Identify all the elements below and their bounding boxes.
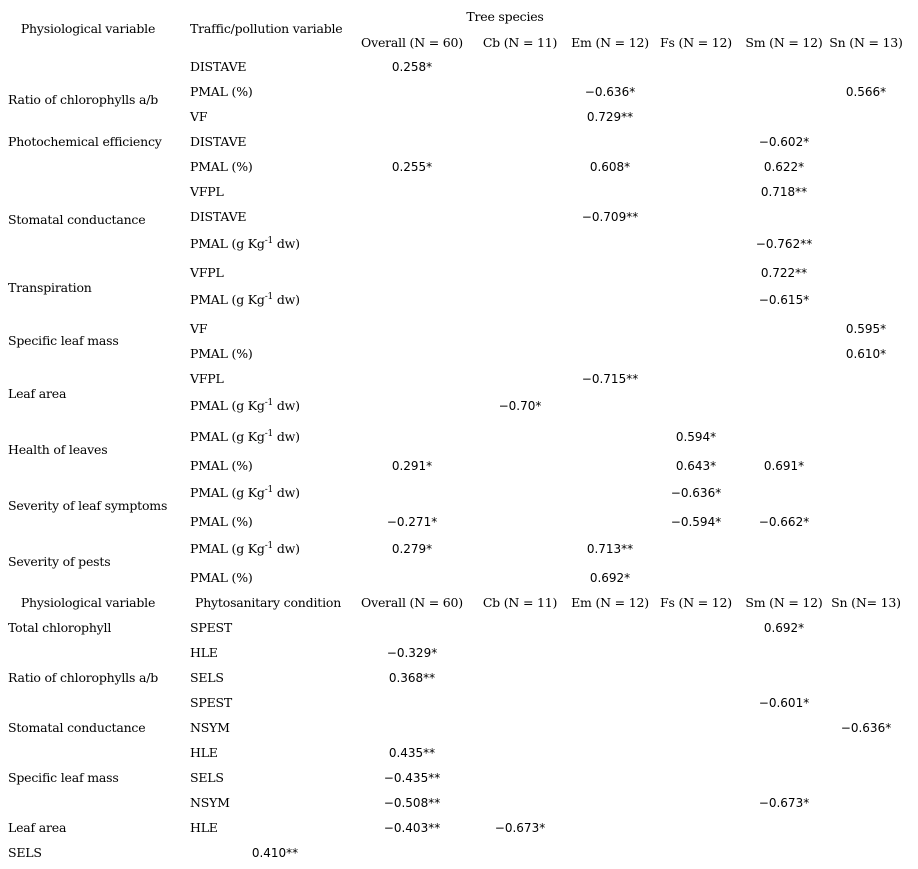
correlation-value: 0.435** <box>388 746 436 760</box>
correlation-value: 0.594* <box>675 430 717 444</box>
row-variable: SELS <box>190 670 224 685</box>
group-label: Severity of leaf symptoms <box>8 498 168 513</box>
correlation-value: 0.713** <box>586 542 634 556</box>
correlation-value: −0.70* <box>498 399 542 413</box>
col-header-sn: Sn (N = 13) <box>829 35 903 50</box>
correlation-value: 0.722** <box>760 266 808 280</box>
row-variable <box>190 184 224 200</box>
correlation-value: 0.368** <box>388 671 436 685</box>
variable-name: DISTAVE <box>190 209 247 224</box>
unit-tail: dw) <box>273 485 300 500</box>
col-header-sm-2: Sm (N = 12) <box>745 595 823 610</box>
variable-name: PMAL (%) <box>190 570 253 585</box>
unit-exponent: -1 <box>264 236 274 246</box>
correlation-value: −0.403** <box>383 821 441 835</box>
correlation-value: 0.291* <box>391 459 433 473</box>
correlation-value: −0.673* <box>758 796 810 810</box>
variable-name: VF <box>190 321 208 336</box>
correlation-value: −0.709** <box>581 210 639 224</box>
group-label: Specific leaf mass <box>8 333 119 348</box>
variable-name: PMAL (g Kg <box>190 485 265 500</box>
row-variable <box>190 134 246 150</box>
group-label: Ratio of chlorophylls a/b <box>8 92 159 107</box>
correlation-value: 0.622* <box>763 160 805 174</box>
col-header-fs: Fs (N = 12) <box>660 35 732 50</box>
row-variable: NSYM <box>190 795 230 810</box>
unit-tail: dw) <box>273 292 300 307</box>
row-variable <box>190 398 300 414</box>
group-label: Severity of pests <box>8 554 111 569</box>
row-variable <box>190 429 300 445</box>
group-label: Stomatal conductance <box>8 212 146 227</box>
col-header-physiological: Physiological variable <box>20 21 156 36</box>
row-variable: HLE <box>190 820 218 835</box>
row-variable <box>190 570 253 586</box>
row-variable: SPEST <box>190 695 232 710</box>
unit-exponent: -1 <box>264 485 274 495</box>
unit-tail: dw) <box>273 541 300 556</box>
row-variable: HLE <box>190 745 218 760</box>
col-header-fs-2: Fs (N = 12) <box>660 595 732 610</box>
correlation-value: 0.279* <box>391 542 433 556</box>
row-variable: NSYM <box>190 720 230 735</box>
col-header-overall-2: Overall (N = 60) <box>361 595 463 610</box>
unit-exponent: -1 <box>264 541 274 551</box>
variable-name: PMAL (%) <box>190 514 253 529</box>
correlation-value: −0.636* <box>840 721 892 735</box>
col-header-condition: Phytosanitary condition <box>195 595 342 610</box>
variable-name: PMAL (g Kg <box>190 541 265 556</box>
correlation-value: 0.608* <box>589 160 631 174</box>
group-label: Specific leaf mass <box>8 770 119 785</box>
variable-name: VFPL <box>190 265 224 280</box>
row-variable <box>190 485 300 501</box>
unit-tail: dw) <box>273 236 300 251</box>
correlation-value: 0.610* <box>845 347 887 361</box>
correlation-value: 0.643* <box>675 459 717 473</box>
variable-name: VFPL <box>190 184 224 199</box>
correlation-value: −0.615* <box>758 293 810 307</box>
row-variable <box>190 292 300 308</box>
correlation-value: 0.729** <box>586 110 634 124</box>
unit-tail: dw) <box>273 429 300 444</box>
row-variable <box>190 84 253 100</box>
group-label: Total chlorophyll <box>8 620 112 635</box>
row-variable <box>190 209 246 225</box>
row-variable <box>190 159 253 175</box>
group-label: Ratio of chlorophylls a/b <box>8 670 159 685</box>
col-header-em: Em (N = 12) <box>571 35 649 50</box>
correlation-value: 0.692* <box>763 621 805 635</box>
correlation-value: 0.595* <box>845 322 887 336</box>
row-variable <box>190 109 207 125</box>
variable-name: DISTAVE <box>190 59 247 74</box>
row-variable <box>190 514 253 530</box>
tree-species-header: Tree species <box>466 9 544 24</box>
col-header-cb-2: Cb (N = 11) <box>482 595 558 610</box>
correlation-value: 0.718** <box>760 185 808 199</box>
col-header-physiological-2: Physiological variable <box>20 595 156 610</box>
row-variable <box>190 236 300 252</box>
row-variable: SPEST <box>190 620 232 635</box>
variable-name: PMAL (%) <box>190 458 253 473</box>
correlation-value: −0.601* <box>758 696 810 710</box>
variable-name: PMAL (g Kg <box>190 429 265 444</box>
correlation-value: −0.508** <box>383 796 441 810</box>
row-variable <box>190 59 246 75</box>
variable-name: PMAL (g Kg <box>190 398 265 413</box>
row-variable <box>190 265 224 281</box>
col-header-overall: Overall (N = 60) <box>361 35 463 50</box>
unit-exponent: -1 <box>264 398 274 408</box>
row-variable <box>190 371 224 387</box>
col-header-sn-2: Sn (N= 13) <box>831 595 901 610</box>
correlation-value: −0.271* <box>386 515 438 529</box>
variable-name: PMAL (g Kg <box>190 292 265 307</box>
variable-name: PMAL (%) <box>190 84 253 99</box>
correlation-value: 0.255* <box>391 160 433 174</box>
variable-name: VF <box>190 109 208 124</box>
correlation-value: −0.636* <box>670 486 722 500</box>
group-label: Transpiration <box>8 280 92 295</box>
correlation-value: −0.329* <box>386 646 438 660</box>
variable-name: PMAL (g Kg <box>190 236 265 251</box>
correlation-value: 0.691* <box>763 459 805 473</box>
unit-exponent: -1 <box>264 429 274 439</box>
variable-name: DISTAVE <box>190 134 247 149</box>
correlation-value: −0.762** <box>755 237 813 251</box>
row-variable <box>190 321 207 337</box>
group-label: Leaf area <box>8 820 67 835</box>
correlation-value: −0.715** <box>581 372 639 386</box>
correlation-value: −0.636* <box>584 85 636 99</box>
correlation-value: 0.566* <box>845 85 887 99</box>
group-label: Stomatal conductance <box>8 720 146 735</box>
variable-name: PMAL (%) <box>190 159 253 174</box>
correlation-value: 0.258* <box>391 60 433 74</box>
row-variable: HLE <box>190 645 218 660</box>
correlation-value: −0.662* <box>758 515 810 529</box>
col-header-traffic: Traffic/pollution variable <box>190 21 343 36</box>
col-header-sm: Sm (N = 12) <box>745 35 823 50</box>
col-header-em-2: Em (N = 12) <box>571 595 649 610</box>
group-label: Leaf area <box>8 386 67 401</box>
correlation-value: −0.602* <box>758 135 810 149</box>
row-variable: SELS <box>190 770 224 785</box>
correlation-value: −0.594* <box>670 515 722 529</box>
row-variable <box>190 541 300 557</box>
variable-name: VFPL <box>190 371 224 386</box>
group-label: Health of leaves <box>8 442 108 457</box>
correlation-value: −0.673* <box>494 821 546 835</box>
stray-correlation-value: 0.410** <box>251 846 299 860</box>
correlation-value: 0.692* <box>589 571 631 585</box>
group-label: Photochemical efficiency <box>8 134 162 149</box>
unit-tail: dw) <box>273 398 300 413</box>
correlation-value: −0.435** <box>383 771 441 785</box>
group-label: SELS <box>8 845 42 860</box>
col-header-cb: Cb (N = 11) <box>482 35 558 50</box>
row-variable <box>190 458 253 474</box>
row-variable <box>190 346 253 362</box>
unit-exponent: -1 <box>264 292 274 302</box>
variable-name: PMAL (%) <box>190 346 253 361</box>
